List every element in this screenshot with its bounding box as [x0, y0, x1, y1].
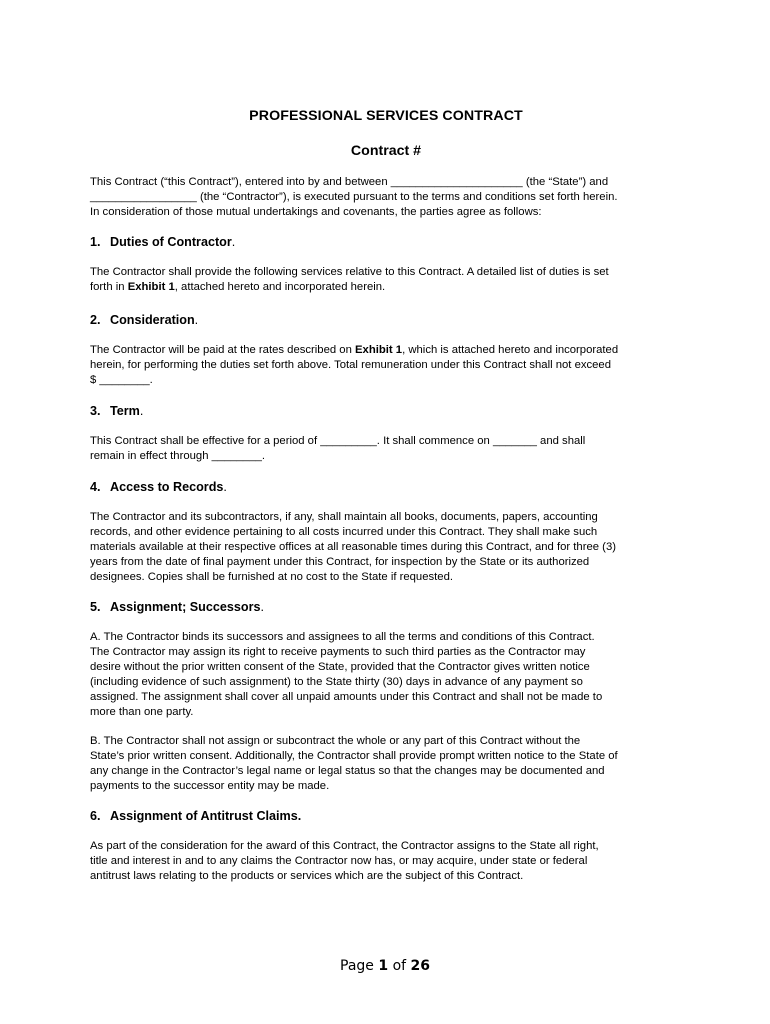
- body-line: desire without the prior written consent of the State, provided that the Contractor gives written notice: [90, 661, 590, 673]
- body-line: The Contractor may assign its right to receive payments to such third parties as the Contractor may: [90, 646, 586, 658]
- section-body-term: [90, 434, 682, 464]
- body-line: The Contractor shall provide the following services relative to this Contract. A detailed list of duties is set: [90, 266, 609, 278]
- body-line: forth in Exhibit 1, attached hereto and incorporated herein.: [90, 281, 386, 293]
- body-line: assigned. The assignment shall cover all unpaid amounts under this Contract and shall not be made to: [90, 691, 603, 703]
- section-title: Term: [110, 404, 140, 418]
- section-title: Duties of Contractor: [110, 235, 232, 249]
- body-line: This Contract shall be effective for a period of _________. It shall commence on _______ and shall: [90, 435, 586, 447]
- body-line: antitrust laws relating to the products or services which are the subject of this Contract.: [90, 870, 524, 882]
- section-title-period: .: [260, 600, 264, 614]
- section-body-duties: [90, 265, 682, 295]
- section-heading-duties: [90, 235, 682, 249]
- section-heading-term: [90, 404, 682, 418]
- section-number: 5.: [90, 600, 101, 614]
- contract-number-heading: Contract #: [350, 143, 422, 159]
- section-heading-consideration: [90, 313, 682, 327]
- page-footer: [0, 958, 770, 974]
- page-current: 1: [378, 958, 389, 974]
- section-body-access-to-records: [90, 510, 682, 585]
- body-line: $ ________.: [90, 374, 153, 386]
- section-title-period: .: [231, 235, 236, 249]
- body-line: A. The Contractor binds its successors and assignees to all the terms and conditions of this Contract.: [90, 631, 595, 643]
- intro-line: This Contract (“this Contract”), entered into by and between _____________________ (the “State”) and: [90, 176, 609, 188]
- body-line: more than one party.: [90, 706, 194, 718]
- section-title: Assignment; Successors: [110, 600, 261, 614]
- body-line: years from the date of final payment under this Contract, for inspection by the State or its authorized: [90, 556, 590, 568]
- body-line: B. The Contractor shall not assign or subcontract the whole or any part of this Contract without the: [90, 735, 581, 747]
- section-heading-access-to-records: [90, 480, 682, 494]
- section-body-consideration: [90, 343, 682, 388]
- body-line: designees. Copies shall be furnished at no cost to the State if requested.: [90, 571, 453, 583]
- section-title: Consideration: [110, 313, 195, 327]
- section-title-period: .: [223, 480, 227, 494]
- bold-reference: Exhibit 1: [355, 344, 403, 356]
- body-line: As part of the consideration for the award of this Contract, the Contractor assigns to the State all right,: [90, 840, 599, 852]
- body-line: The Contractor will be paid at the rates described on Exhibit 1, which is attached hereto and incorporated: [90, 344, 619, 356]
- section-title: Access to Records: [110, 480, 224, 494]
- body-line: payments to the successor entity may be made.: [90, 780, 330, 792]
- of-label: of: [392, 958, 407, 974]
- section-heading-assignment-successors: [90, 600, 682, 614]
- section-number: 6.: [90, 809, 101, 823]
- section-heading-antitrust: [90, 809, 682, 823]
- intro-paragraph: [90, 175, 682, 220]
- bold-reference: Exhibit 1: [127, 281, 175, 293]
- body-line: any change in the Contractor’s legal name or legal status so that the changes may be documented and: [90, 765, 605, 777]
- body-line: herein, for performing the duties set forth above. Total remuneration under this Contract shall not exceed: [90, 359, 611, 371]
- document-page: [90, 0, 682, 1024]
- intro-line: _________________ (the “Contractor”), is executed pursuant to the terms and conditions set forth herein.: [90, 191, 618, 203]
- body-line: materials available at their respective offices at all reasonable times during this Contract, and for three (3): [90, 541, 616, 553]
- page-total: 26: [410, 958, 430, 974]
- page-label: Page: [340, 958, 374, 974]
- document-title: PROFESSIONAL SERVICES CONTRACT: [249, 108, 523, 124]
- section-body-assignment-b: [90, 734, 682, 794]
- section-title-period: .: [139, 404, 144, 418]
- section-number: 1.: [90, 235, 101, 249]
- section-title-period: .: [194, 313, 199, 327]
- section-title: Assignment of Antitrust Claims.: [110, 809, 302, 823]
- body-line: title and interest in and to any claims the Contractor now has, or may acquire, under state or federal: [90, 855, 588, 867]
- intro-line: In consideration of those mutual undertakings and covenants, the parties agree as follows:: [90, 206, 542, 218]
- section-number: 4.: [90, 480, 101, 494]
- body-line: (including evidence of such assignment) to the State thirty (30) days in advance of any payment so: [90, 676, 583, 688]
- body-line: records, and other evidence pertaining to all costs incurred under this Contract. They shall make such: [90, 526, 598, 538]
- section-body-assignment-a: [90, 630, 682, 720]
- section-body-antitrust: [90, 839, 682, 884]
- section-number: 3.: [90, 404, 101, 418]
- body-line: remain in effect through ________.: [90, 450, 266, 462]
- body-line: The Contractor and its subcontractors, if any, shall maintain all books, documents, papers, accounting: [90, 511, 598, 523]
- body-line: State’s prior written consent. Additionally, the Contractor shall provide prompt written notice to the State of: [90, 750, 618, 762]
- section-number: 2.: [90, 313, 101, 327]
